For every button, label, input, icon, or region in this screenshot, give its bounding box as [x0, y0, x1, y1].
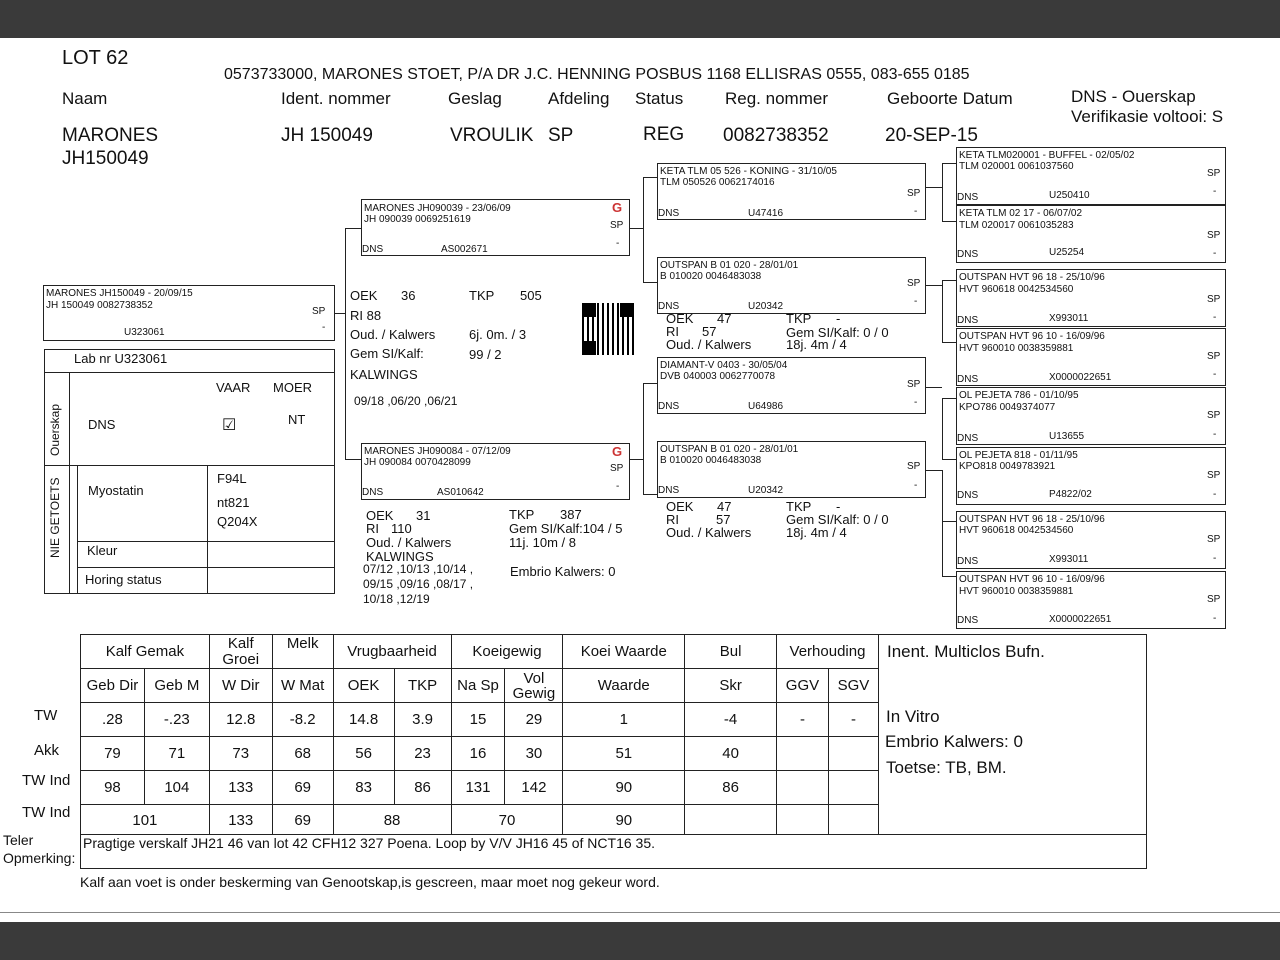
gp2-dash: - — [914, 296, 918, 307]
dam-tkp-value: 387 — [560, 507, 582, 522]
check-icon: ☑ — [222, 417, 237, 434]
connector — [942, 398, 956, 399]
dam-kalwings-dates-2: 09/15 ,09/16 ,08/17 , — [363, 577, 474, 591]
twind2-kalf-gemak: 101 — [81, 805, 210, 837]
twind-cell: 142 — [505, 771, 563, 805]
animal-pedigree-box — [43, 285, 335, 341]
sub-ggv: GGV — [776, 669, 828, 703]
gp1-gem: Gem SI/Kalf: 0 / 0 — [786, 325, 889, 340]
akk-cell: 71 — [144, 737, 209, 771]
animal-status: REG — [643, 124, 685, 145]
sire-oud-value: 6j. 0m. / 3 — [469, 327, 527, 342]
tw-cell: - — [776, 703, 828, 737]
connector — [942, 163, 943, 221]
sire-tkp-value: 505 — [520, 288, 542, 303]
lab-kleur: Kleur — [87, 543, 118, 558]
sub-skr: Skr — [685, 669, 777, 703]
sub-tkp: TKP — [394, 669, 451, 703]
dam-dns: DNS — [362, 487, 384, 498]
twind2-vrugbaarheid: 88 — [333, 805, 451, 837]
ggp4-dns: DNS — [957, 374, 979, 385]
tw-cell: 1 — [563, 703, 685, 737]
connector — [926, 470, 942, 471]
side-in-vitro: In Vitro — [886, 707, 940, 726]
connector — [643, 383, 644, 494]
dam-oud-value: 11j. 10m / 8 — [509, 535, 576, 550]
sire-gem-value: 99 / 2 — [469, 347, 502, 362]
connector — [643, 282, 657, 283]
animal-ident: JH 150049 — [281, 125, 373, 146]
ggp2-dash: - — [1213, 248, 1217, 259]
connector — [335, 313, 345, 314]
dam-tkp-label: TKP — [509, 507, 535, 522]
gp1-ri-label: RI — [666, 324, 679, 339]
ggp6-code: P4822/02 — [1049, 489, 1092, 500]
connector — [942, 459, 956, 460]
ggp2-sp: SP — [1207, 230, 1221, 241]
ggp3-dash: - — [1213, 312, 1217, 323]
animal-afdeling: SP — [548, 125, 574, 146]
ggp1-code: U250410 — [1049, 190, 1090, 201]
header-verifikasie: Verifikasie voltooi: S — [1071, 107, 1224, 126]
lab-dns: DNS — [88, 417, 116, 432]
sire-sp: SP — [610, 220, 624, 231]
akk-cell: 68 — [272, 737, 333, 771]
self-dash: - — [322, 322, 326, 333]
row-label-tw: TW — [34, 707, 58, 724]
twind2-koeigewig: 70 — [451, 805, 563, 837]
sire-dash: - — [616, 238, 620, 249]
header-ident: Ident. nommer — [281, 89, 391, 108]
ggp8-line2: HVT 960010 0038359881 — [959, 586, 1074, 597]
akk-cell: 23 — [394, 737, 451, 771]
group-kalf-groei: Kalf Groei — [209, 635, 272, 669]
gp2-oud-label: Oud. / Kalwers — [666, 525, 752, 540]
twind-cell: 98 — [81, 771, 145, 805]
gp1-tkp-label: TKP — [786, 311, 812, 326]
gp2-line2: B 010020 0046483038 — [660, 271, 762, 282]
ggp5-code: U13655 — [1049, 431, 1085, 442]
gp3-line1: DIAMANT-V 0403 - 30/05/04 — [660, 360, 788, 371]
ggp2-line2: TLM 020017 0061035283 — [959, 220, 1074, 231]
gp4-code: U20342 — [748, 485, 784, 496]
gp3-line2: DVB 040003 0062770078 — [660, 371, 776, 382]
akk-cell: 79 — [81, 737, 145, 771]
group-melk: Melk — [272, 635, 333, 669]
lab-horing: Horing status — [85, 572, 162, 587]
gp1-line2: TLM 050526 0062174016 — [660, 177, 775, 188]
twind-cell: 69 — [272, 771, 333, 805]
connector — [942, 221, 956, 222]
gp2-ri-value: 57 — [716, 512, 731, 527]
side-inent: Inent. Multiclos Bufn. — [887, 642, 1045, 661]
connector — [926, 387, 942, 388]
gp2-line1: OUTSPAN B 01 020 - 28/01/01 — [660, 260, 799, 271]
lab-nie-getoets: NIE GETOETS — [48, 477, 62, 558]
gp1-code: U47416 — [748, 208, 784, 219]
ggp7-line2: HVT 960618 0042534560 — [959, 525, 1074, 536]
twind-cell: 86 — [685, 771, 777, 805]
remark-teler: Teler — [3, 832, 34, 848]
ggp3-sp: SP — [1207, 294, 1221, 305]
lab-myostatin: Myostatin — [88, 483, 144, 498]
lot-number: LOT 62 — [62, 47, 129, 69]
akk-cell: 73 — [209, 737, 272, 771]
tw-cell: 14.8 — [333, 703, 394, 737]
ggp-6-box — [956, 447, 1226, 505]
footer-note: Kalf aan voet is onder beskerming van Genootskap,is gescreen, maar moet nog gekeur word. — [80, 874, 660, 890]
gp1-dns: DNS — [658, 208, 680, 219]
ggp3-line2: HVT 960618 0042534560 — [959, 284, 1074, 295]
dam-oek-value: 31 — [416, 508, 431, 523]
ggp8-sp: SP — [1207, 594, 1221, 605]
tw-cell: -4 — [685, 703, 777, 737]
gp3-dash: - — [914, 397, 918, 408]
sub-w-dir: W Dir — [209, 669, 272, 703]
tw-cell: -.23 — [144, 703, 209, 737]
sire-dns: DNS — [362, 244, 384, 255]
divider — [69, 372, 70, 594]
gp2-dns: DNS — [658, 301, 680, 312]
gp1-ri-value: 57 — [702, 324, 717, 339]
connector — [643, 383, 657, 384]
dam-code: AS010642 — [437, 487, 484, 498]
dam-ri-value: 110 — [391, 521, 412, 536]
twind-cell: 131 — [451, 771, 505, 805]
gp3-sp: SP — [907, 379, 921, 390]
twind-cell: 104 — [144, 771, 209, 805]
twind-cell — [828, 771, 878, 805]
dam-embrio: Embrio Kalwers: 0 — [510, 564, 616, 579]
ggp1-sp: SP — [1207, 168, 1221, 179]
dam-ri-label: RI — [366, 521, 379, 536]
gp2-code: U20342 — [748, 301, 784, 312]
group-koeigewig: Koeigewig — [451, 635, 563, 669]
header-geslag: Geslag — [448, 89, 502, 108]
header-afdeling: Afdeling — [548, 89, 610, 108]
gp4-sp: SP — [907, 461, 921, 472]
connector — [643, 494, 657, 495]
twind2-bul — [685, 805, 777, 837]
divider — [0, 912, 1280, 913]
granddam-2-box — [657, 441, 926, 498]
ggp-2-box — [956, 205, 1226, 263]
sire-line2: JH 090039 0069251619 — [364, 214, 471, 225]
group-verhouding: Verhouding — [776, 635, 878, 669]
connector — [926, 285, 942, 286]
sub-geb-m: Geb M — [144, 669, 209, 703]
divider — [44, 465, 335, 466]
gp2-sp: SP — [907, 278, 921, 289]
akk-cell: 56 — [333, 737, 394, 771]
sire-box — [361, 199, 630, 256]
ggp4-sp: SP — [1207, 351, 1221, 362]
twind-cell: 133 — [209, 771, 272, 805]
twind2-koei-waarde: 90 — [563, 805, 685, 837]
ggp6-dash: - — [1213, 489, 1217, 500]
sire-kalwings: KALWINGS — [350, 367, 418, 382]
header-naam: Naam — [62, 89, 108, 108]
breeding-values-table — [80, 634, 879, 837]
divider — [44, 372, 335, 373]
animal-name-id: JH150049 — [62, 148, 149, 169]
connector — [942, 470, 943, 576]
gp1-tkp-value: - — [836, 311, 841, 326]
qr-code-icon — [582, 303, 634, 355]
ggp5-dash: - — [1213, 429, 1217, 440]
sub-waarde: Waarde — [563, 669, 685, 703]
dam-dash: - — [616, 481, 620, 492]
group-kalf-gemak: Kalf Gemak — [81, 635, 210, 669]
ggp1-line2: TLM 020001 0061037560 — [959, 161, 1074, 172]
group-vrugbaarheid: Vrugbaarheid — [333, 635, 451, 669]
lab-nt: NT — [288, 412, 306, 427]
akk-cell: 16 — [451, 737, 505, 771]
sire-oek-label: OEK — [350, 288, 378, 303]
bottom-bar — [0, 922, 1280, 960]
ggp6-line2: KPO818 0049783921 — [959, 461, 1056, 472]
connector — [643, 177, 657, 178]
tw-cell: 29 — [505, 703, 563, 737]
sire-tkp-label: TKP — [469, 288, 495, 303]
lab-my2: nt821 — [217, 495, 250, 510]
logo-icon: G — [612, 200, 623, 215]
ggp6-dns: DNS — [957, 490, 979, 501]
gp3-code: U64986 — [748, 401, 784, 412]
connector — [942, 163, 956, 164]
gp3-dns: DNS — [658, 401, 680, 412]
ggp1-dash: - — [1213, 186, 1217, 197]
ggp1-dns: DNS — [957, 192, 979, 203]
connector — [942, 342, 956, 343]
twind-cell: 90 — [563, 771, 685, 805]
ggp-7-box — [956, 511, 1226, 569]
ggp7-sp: SP — [1207, 534, 1221, 545]
gp2-oek-label: OEK — [666, 499, 694, 514]
ggp6-sp: SP — [1207, 470, 1221, 481]
animal-geslag: VROULIK — [450, 125, 534, 146]
connector — [630, 459, 643, 460]
divider — [77, 541, 335, 542]
tw-cell: - — [828, 703, 878, 737]
ggp-3-box — [956, 269, 1226, 327]
gp1-sp: SP — [907, 188, 921, 199]
lab-moer: MOER — [273, 380, 312, 395]
animal-geboorte: 20-SEP-15 — [885, 125, 978, 146]
logo-icon: G — [612, 444, 623, 459]
sire-kalwings-dates: 09/18 ,06/20 ,06/21 — [354, 394, 458, 408]
gp2-ri-label: RI — [666, 512, 679, 527]
twind2-sgv — [828, 805, 878, 837]
sire-oud-label: Oud. / Kalwers — [350, 327, 436, 342]
gp1-dash: - — [914, 206, 918, 217]
connector — [942, 398, 943, 459]
sub-oek: OEK — [333, 669, 394, 703]
ggp3-dns: DNS — [957, 315, 979, 326]
dam-oek-label: OEK — [366, 508, 394, 523]
ggp2-line1: KETA TLM 02 17 - 06/07/02 — [959, 208, 1083, 219]
twind2-ggv — [776, 805, 828, 837]
sire-line1: MARONES JH090039 - 23/06/09 — [364, 203, 511, 214]
akk-cell — [828, 737, 878, 771]
akk-cell: 30 — [505, 737, 563, 771]
ggp7-dns: DNS — [957, 556, 979, 567]
divider — [77, 465, 78, 594]
row-label-akk: Akk — [34, 742, 60, 759]
tw-cell: -8.2 — [272, 703, 333, 737]
connector — [643, 177, 644, 282]
connector — [942, 280, 956, 281]
ggp5-line2: KPO786 0049374077 — [959, 402, 1056, 413]
gp1-line1: KETA TLM 05 526 - KONING - 31/10/05 — [660, 166, 837, 177]
gp2-oud-value: 18j. 4m / 4 — [786, 525, 847, 540]
dam-sp: SP — [610, 463, 624, 474]
side-embrio: Embrio Kalwers: 0 — [885, 732, 1023, 751]
ggp-5-box — [956, 387, 1226, 445]
sub-geb-dir: Geb Dir — [81, 669, 145, 703]
dam-box — [361, 443, 630, 500]
akk-cell: 40 — [685, 737, 777, 771]
connector — [942, 280, 943, 342]
self-line2: JH 150049 0082738352 — [46, 300, 153, 311]
connector — [926, 187, 942, 188]
ggp8-line1: OUTSPAN HVT 96 10 - 16/09/96 — [959, 574, 1105, 585]
divider — [207, 465, 208, 594]
gp2-oek-value: 47 — [717, 499, 732, 514]
side-toetse: Toetse: TB, BM. — [886, 758, 1007, 777]
ggp8-code: X0000022651 — [1049, 614, 1112, 625]
self-code: U323061 — [124, 327, 165, 338]
connector — [345, 228, 361, 229]
gp1-oud-label: Oud. / Kalwers — [666, 337, 752, 352]
gp4-line2: B 010020 0046483038 — [660, 455, 762, 466]
tw-cell: 15 — [451, 703, 505, 737]
ggp3-code: X993011 — [1049, 313, 1089, 324]
grandsire-2-box — [657, 357, 926, 414]
twind-cell: 86 — [394, 771, 451, 805]
divider — [77, 567, 335, 568]
gp1-oek-label: OEK — [666, 311, 694, 326]
akk-cell — [776, 737, 828, 771]
ggp4-line1: OUTSPAN HVT 96 10 - 16/09/96 — [959, 331, 1105, 342]
connector — [345, 459, 361, 460]
lab-vaar: VAAR — [216, 380, 251, 395]
gp2-tkp-label: TKP — [786, 499, 812, 514]
ggp6-line1: OL PEJETA 818 - 01/11/95 — [959, 450, 1078, 461]
ggp3-line1: OUTSPAN HVT 96 18 - 25/10/96 — [959, 272, 1105, 283]
dam-gem: Gem SI/Kalf:104 / 5 — [509, 521, 623, 536]
group-bul: Bul — [685, 635, 777, 669]
ggp1-line1: KETA TLM020001 - BUFFEL - 02/05/02 — [959, 150, 1135, 161]
lab-ouerskap: Ouerskap — [48, 403, 62, 456]
twind2-melk: 69 — [272, 805, 333, 837]
lab-number: Lab nr U323061 — [74, 351, 168, 366]
twind2-kalf-groei: 133 — [209, 805, 272, 837]
sub-na-sp: Na Sp — [451, 669, 505, 703]
granddam-1-box — [657, 257, 926, 314]
dam-kalwings-dates-3: 10/18 ,12/19 — [363, 592, 430, 606]
ggp2-dns: DNS — [957, 249, 979, 260]
sub-sgv: SGV — [828, 669, 878, 703]
dam-line1: MARONES JH090084 - 07/12/09 — [364, 446, 511, 457]
dam-line2: JH 090084 0070428099 — [364, 457, 471, 468]
ggp-4-box — [956, 328, 1226, 386]
gp4-dash: - — [914, 480, 918, 491]
top-bar — [0, 0, 1280, 38]
ggp7-dash: - — [1213, 553, 1217, 564]
grandsire-1-box — [657, 163, 926, 220]
remark-opmerking: Opmerking: — [3, 850, 76, 866]
gp4-line1: OUTSPAN B 01 020 - 28/01/01 — [660, 444, 799, 455]
header-reg: Reg. nommer — [725, 89, 828, 108]
sire-gem-label: Gem SI/Kalf: — [350, 346, 424, 361]
connector — [942, 576, 956, 577]
animal-reg: 0082738352 — [723, 125, 829, 146]
header-status: Status — [635, 89, 684, 108]
ggp8-dash: - — [1213, 613, 1217, 624]
connector — [345, 228, 346, 459]
tw-cell: .28 — [81, 703, 145, 737]
gp1-oek-value: 47 — [717, 311, 732, 326]
header-dns: DNS - Ouerskap — [1071, 87, 1196, 106]
group-koei-waarde: Koei Waarde — [563, 635, 685, 669]
breeder-info: 0573733000, MARONES STOET, P/A DR J.C. HENNING POSBUS 1168 ELLISRAS 0555, 083-655 0185 — [224, 66, 970, 83]
gp2-gem: Gem SI/Kalf: 0 / 0 — [786, 512, 889, 527]
dam-kalwings: KALWINGS — [366, 549, 434, 564]
gp4-dns: DNS — [658, 485, 680, 496]
ggp7-line1: OUTSPAN HVT 96 18 - 25/10/96 — [959, 514, 1105, 525]
ggp-8-box — [956, 571, 1226, 629]
remark-text: Pragtige verskalf JH21 46 van lot 42 CFH12 327 Poena. Loop by V/V JH16 45 of NCT16 35. — [83, 835, 655, 851]
dam-kalwings-dates-1: 07/12 ,10/13 ,10/14 , — [363, 562, 474, 576]
lab-my1: F94L — [217, 471, 247, 486]
sire-oek-value: 36 — [401, 288, 416, 303]
ggp4-dash: - — [1213, 369, 1217, 380]
ggp7-code: X993011 — [1049, 554, 1089, 565]
sire-code: AS002671 — [441, 244, 488, 255]
twind-cell — [776, 771, 828, 805]
gp2-tkp-value: - — [836, 499, 841, 514]
row-label-twind: TW Ind — [22, 772, 71, 789]
gp1-oud-value: 18j. 4m / 4 — [786, 337, 847, 352]
akk-cell: 51 — [563, 737, 685, 771]
self-line1: MARONES JH150049 - 20/09/15 — [46, 288, 193, 299]
header-geboorte: Geboorte Datum — [887, 89, 1013, 108]
ggp5-dns: DNS — [957, 433, 979, 444]
tw-cell: 3.9 — [394, 703, 451, 737]
ggp-1-box — [956, 147, 1226, 205]
connector — [942, 521, 956, 522]
sub-w-mat: W Mat — [272, 669, 333, 703]
self-sp: SP — [312, 306, 326, 317]
connector — [630, 228, 643, 229]
lab-my3: Q204X — [217, 514, 258, 529]
twind-cell: 83 — [333, 771, 394, 805]
sire-ri: RI 88 — [350, 308, 382, 323]
row-label-twind-2: TW Ind — [22, 804, 71, 821]
ggp5-sp: SP — [1207, 410, 1221, 421]
tw-cell: 12.8 — [209, 703, 272, 737]
ggp8-dns: DNS — [957, 615, 979, 626]
animal-name: MARONES — [62, 125, 159, 146]
ggp5-line1: OL PEJETA 786 - 01/10/95 — [959, 390, 1079, 401]
ggp4-line2: HVT 960010 0038359881 — [959, 343, 1074, 354]
ggp2-code: U25254 — [1049, 247, 1085, 258]
sub-vol-gewig: Vol Gewig — [505, 669, 563, 703]
ggp4-code: X0000022651 — [1049, 372, 1112, 383]
dam-oud-label: Oud. / Kalwers — [366, 535, 452, 550]
